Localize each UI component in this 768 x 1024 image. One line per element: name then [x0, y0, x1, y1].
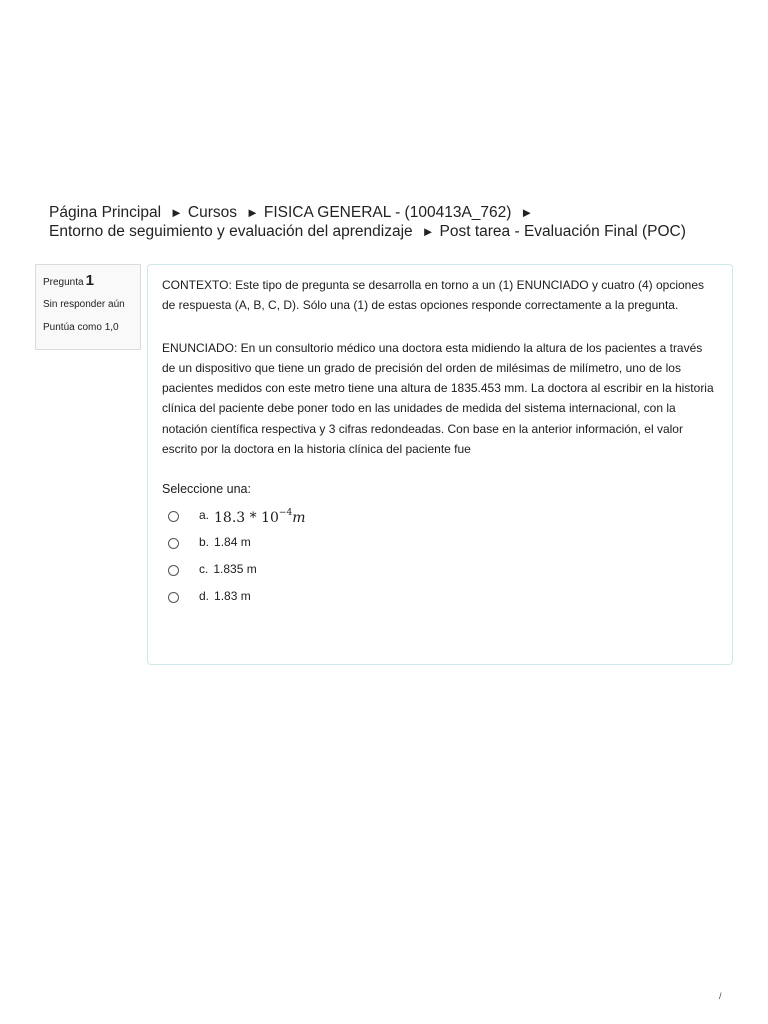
- breadcrumb-courses-link[interactable]: Cursos: [187, 204, 237, 221]
- answer-letter: d.: [199, 589, 210, 604]
- breadcrumb-line-1: [49, 203, 749, 222]
- answer-letter: c.: [199, 562, 209, 577]
- breadcrumb-separator: ►: [421, 224, 435, 239]
- radio-button-c[interactable]: [168, 565, 179, 576]
- radio-button-b[interactable]: [168, 538, 179, 549]
- formula-exponent: −4: [278, 507, 293, 518]
- answer-text: 1.835 m: [213, 562, 257, 577]
- answer-text: 1.83 m: [214, 589, 251, 604]
- breadcrumb: [49, 203, 749, 241]
- formula-unit: m: [292, 509, 306, 526]
- question-info-panel: [35, 264, 141, 350]
- question-grade: Puntúa como 1,0: [43, 322, 119, 333]
- question-state: Sin responder aún: [43, 299, 125, 310]
- breadcrumb-quiz-link[interactable]: Post tarea - Evaluación Final (POC): [439, 223, 686, 240]
- answer-text: 1.84 m: [214, 535, 251, 550]
- answer-option-b[interactable]: [162, 529, 718, 556]
- breadcrumb-separator: ►: [246, 205, 259, 220]
- answer-option-d[interactable]: [162, 583, 718, 610]
- question-number-value: 1: [85, 272, 94, 289]
- radio-button-d[interactable]: [168, 592, 179, 603]
- breadcrumb-home-link[interactable]: Página Principal: [49, 204, 162, 221]
- question-label: Pregunta: [43, 277, 84, 288]
- breadcrumb-line-2: [49, 222, 749, 241]
- answer-options: [162, 502, 718, 610]
- answer-option-a[interactable]: [162, 502, 718, 529]
- radio-button-a[interactable]: [168, 511, 179, 522]
- breadcrumb-course-link[interactable]: FISICA GENERAL - (100413A_762): [263, 204, 512, 221]
- question-number: [43, 272, 133, 289]
- question-statement: ENUNCIADO: En un consultorio médico una doctora esta midiendo la altura de los pacientes a través de un dispositivo que tiene un grado de precisión del orden de milésimas de milímetro, uno de los pacientes medidos con este metro tiene una altura de 1835.453 mm. La doctora al escribir en la historia clínica del paciente debe poner todo en las unidades de medida del sistema internacional, con la notación científica respectiva y 3 cifras redondeadas. Con base en la anterior información, el valor escrito por la doctora en la historia clínica del paciente fue: [162, 340, 714, 457]
- page-mark: /: [719, 991, 722, 1001]
- answer-letter: b.: [199, 535, 210, 550]
- question-content: [147, 264, 733, 665]
- answer-option-c[interactable]: [162, 556, 718, 583]
- question-context: CONTEXTO: Este tipo de pregunta se desarrolla en torno a un (1) ENUNCIADO y cuatro (4) opciones de respuesta (A, B, C, D). Sólo una (1) de estas opciones responde correctamente a la pregunta.: [162, 278, 705, 313]
- breadcrumb-separator: ►: [520, 205, 534, 220]
- answer-prompt: Seleccione una:: [162, 482, 251, 497]
- answer-letter: a.: [199, 508, 210, 523]
- breadcrumb-section-link[interactable]: Entorno de seguimiento y evaluación del aprendizaje: [49, 223, 413, 240]
- breadcrumb-separator: ►: [170, 205, 183, 220]
- question-text: [162, 275, 718, 459]
- formula-base: 18.3 * 10: [214, 509, 279, 526]
- answer-formula: [214, 503, 305, 528]
